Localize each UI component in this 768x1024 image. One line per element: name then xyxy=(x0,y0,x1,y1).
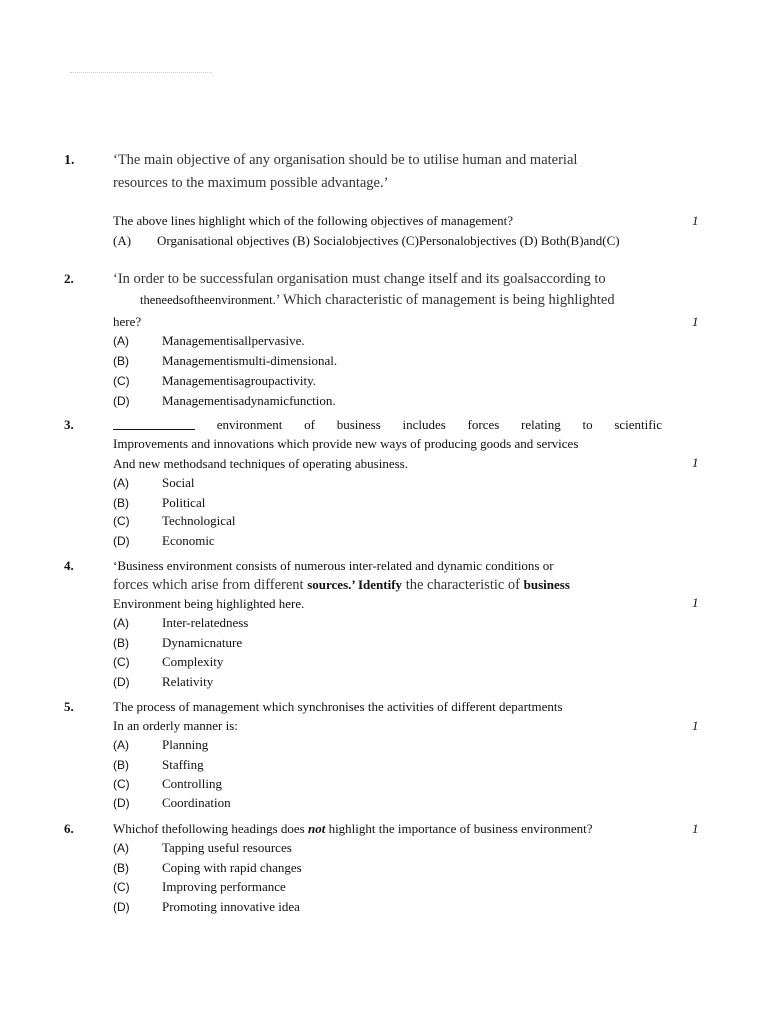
mark-value: 1 xyxy=(692,213,699,228)
option-letter: (C) xyxy=(113,374,130,388)
option-text: Tapping useful resources xyxy=(162,840,292,855)
line-word: scientific xyxy=(614,417,662,432)
option-letter: (B) xyxy=(113,636,129,650)
option-letter: (C) xyxy=(113,514,130,528)
question-number: 6. xyxy=(64,821,74,836)
option-letter: (D) xyxy=(113,394,130,408)
mark-value: 1 xyxy=(692,595,699,610)
question-number: 2. xyxy=(64,271,74,286)
question-line: And new methodsand techniques of operating abusiness. xyxy=(113,456,408,471)
option-text: Relativity xyxy=(162,674,214,689)
option-letter: (C) xyxy=(113,655,130,669)
question-line-part: highlight the importance of business environment? xyxy=(325,821,593,836)
question-line-part: theneedsoftheenvironment. xyxy=(140,293,276,307)
line-word: of xyxy=(304,417,315,432)
emphasis-not: not xyxy=(307,821,326,836)
question-line: ‘In order to be successfulan organisation must change itself and its goalsaccording to xyxy=(113,271,606,287)
question-line: ‘Business environment consists of numerous inter-related and dynamic conditions or xyxy=(113,558,554,573)
question-number: 5. xyxy=(64,699,74,714)
question-line-part: Whichof thefollowing headings does xyxy=(113,821,308,836)
option-text: Economic xyxy=(162,533,215,548)
option-letter: (A) xyxy=(113,738,129,752)
option-text: Coping with rapid changes xyxy=(162,860,302,875)
option-text: Controlling xyxy=(162,776,222,791)
option-letter: (B) xyxy=(113,861,129,875)
line-word: includes xyxy=(402,417,446,432)
option-letter: (B) xyxy=(113,354,129,368)
question-line: In an orderly manner is: xyxy=(113,718,238,733)
option-text: Coordination xyxy=(162,795,231,810)
question-quote-line: ‘The main objective of any organisation should be to utilise human and material xyxy=(113,152,578,168)
question-line-part: the characteristic of xyxy=(402,577,524,593)
faint-header-rule xyxy=(70,72,212,73)
question-line: Improvements and innovations which provide new ways of producing goods and services xyxy=(113,436,579,451)
option-text: Political xyxy=(162,495,206,510)
line-word: forces xyxy=(467,417,500,432)
mark-value: 1 xyxy=(692,455,699,470)
option-text: Managementisallpervasive. xyxy=(162,333,305,348)
option-text: Improving performance xyxy=(162,879,286,894)
line-word: business xyxy=(336,417,381,432)
option-text: Managementisagroupactivity. xyxy=(162,373,317,388)
option-text: Staffing xyxy=(162,757,204,772)
option-letter: (A) xyxy=(113,841,129,855)
option-letter: (D) xyxy=(113,675,130,689)
question-quote-line: resources to the maximum possible advantage.’ xyxy=(113,175,389,191)
line-word: environment xyxy=(216,417,283,432)
option-text: Managementismulti-dimensional. xyxy=(162,353,338,368)
option-text: Dynamicnature xyxy=(162,635,243,650)
line-word: to xyxy=(582,417,593,432)
option-letter: (C) xyxy=(113,777,130,791)
mark-value: 1 xyxy=(692,314,699,329)
option-text: Inter-relatedness xyxy=(162,615,249,630)
line-word: relating xyxy=(521,417,561,432)
question-line-part: business xyxy=(523,577,570,592)
option-text: Managementisadynamicfunction. xyxy=(162,393,336,408)
question-number: 1. xyxy=(64,153,75,168)
question-line: Environment being highlighted here. xyxy=(113,596,305,611)
option-letter: (A) xyxy=(113,476,129,490)
question-line-part: ’ Which characteristic of management is being highlighted xyxy=(275,292,615,308)
options-inline: (A) Organisational objectives (B) Socialobjectives (C)Personalobjectives (D) Both(B)and(C) xyxy=(113,233,620,248)
option-text: Planning xyxy=(162,737,209,752)
question-number: 3. xyxy=(64,417,74,432)
option-letter: (A) xyxy=(113,616,129,630)
option-text: Promoting innovative idea xyxy=(162,899,300,914)
option-letter: (B) xyxy=(113,496,129,510)
option-letter: (D) xyxy=(113,900,130,914)
fill-in-blank xyxy=(113,417,195,430)
option-text: Complexity xyxy=(162,654,224,669)
question-line-part: sources.’ Identify xyxy=(307,577,403,592)
option-letter: (B) xyxy=(113,758,129,772)
question-line: here? xyxy=(113,314,142,329)
option-letter: (C) xyxy=(113,880,130,894)
question-line-part: forces which arise from different xyxy=(113,577,308,593)
question-number: 4. xyxy=(64,558,74,573)
option-letter: (D) xyxy=(113,796,130,810)
option-letter: (A) xyxy=(113,334,129,348)
option-text: Social xyxy=(162,475,195,490)
question-stem: The above lines highlight which of the following objectives of management? xyxy=(113,213,514,228)
option-text: Technological xyxy=(162,513,236,528)
question-line-justified xyxy=(113,417,662,433)
mark-value: 1 xyxy=(692,821,699,836)
mark-value: 1 xyxy=(692,718,699,733)
question-line: The process of management which synchronises the activities of different departments xyxy=(113,699,563,714)
option-letter: (D) xyxy=(113,534,130,548)
